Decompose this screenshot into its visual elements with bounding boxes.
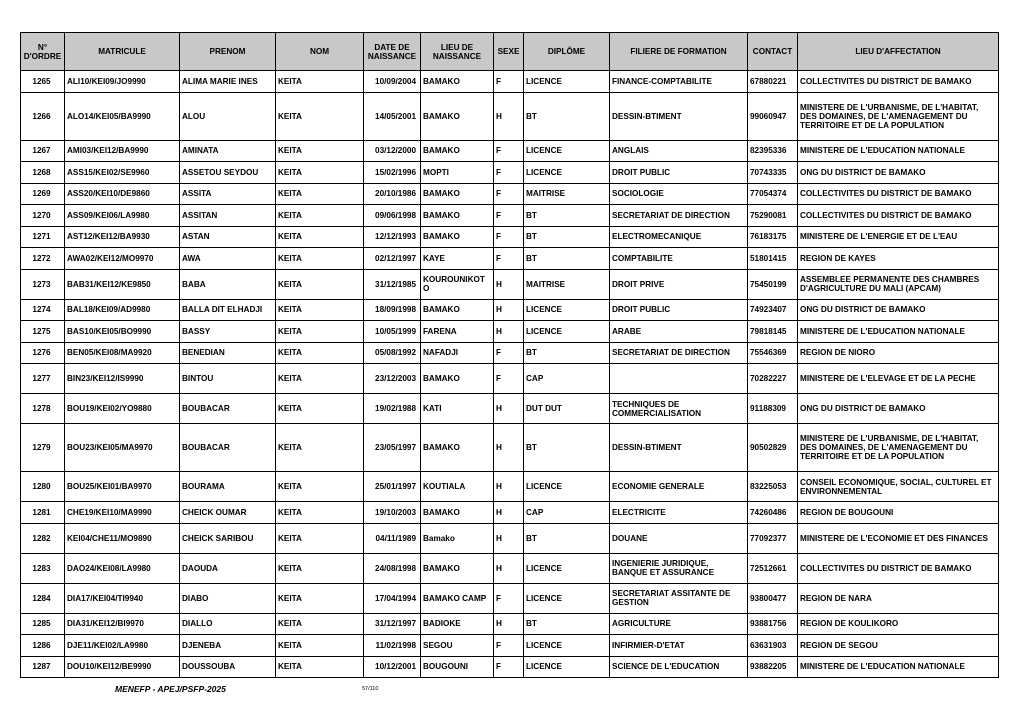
cell-diplome: BT: [524, 226, 610, 248]
cell-contact: 75450199: [748, 269, 798, 299]
affectation-table: [20, 32, 999, 678]
cell-ordre: 1270: [21, 205, 65, 227]
cell-affectation: ASSEMBLEE PERMANENTE DES CHAMBRES D'AGRICULTURE DU MALI (APCAM): [798, 269, 999, 299]
table-row: [21, 299, 999, 321]
table-row: [21, 635, 999, 657]
cell-nom: KEITA: [276, 92, 364, 140]
cell-sexe: H: [494, 92, 524, 140]
cell-ordre: 1278: [21, 394, 65, 424]
cell-prenom: BOUBACAR: [180, 424, 276, 472]
cell-filiere: AGRICULTURE: [610, 613, 748, 635]
cell-prenom: ASSITAN: [180, 205, 276, 227]
cell-ordre: 1282: [21, 523, 65, 553]
table-row: [21, 248, 999, 270]
cell-diplome: BT: [524, 248, 610, 270]
header-sexe: SEXE: [494, 33, 524, 71]
cell-date-naissance: 14/05/2001: [364, 92, 421, 140]
cell-ordre: 1285: [21, 613, 65, 635]
cell-contact: 67880221: [748, 71, 798, 93]
table-row: [21, 269, 999, 299]
cell-affectation: REGION DE KOULIKORO: [798, 613, 999, 635]
cell-lieu-naissance: MOPTI: [421, 162, 494, 184]
cell-matricule: AWA02/KEI12/MO9970: [65, 248, 180, 270]
cell-contact: 93882205: [748, 656, 798, 678]
cell-date-naissance: 24/08/1998: [364, 553, 421, 583]
cell-sexe: F: [494, 71, 524, 93]
cell-lieu-naissance: Bamako: [421, 523, 494, 553]
cell-matricule: ASS15/KEI02/SE9960: [65, 162, 180, 184]
cell-affectation: REGION DE SEGOU: [798, 635, 999, 657]
cell-diplome: LICENCE: [524, 162, 610, 184]
cell-contact: 76183175: [748, 226, 798, 248]
cell-filiere: DOUANE: [610, 523, 748, 553]
cell-date-naissance: 04/11/1989: [364, 523, 421, 553]
cell-nom: KEITA: [276, 71, 364, 93]
cell-diplome: LICENCE: [524, 321, 610, 343]
cell-diplome: LICENCE: [524, 472, 610, 502]
cell-sexe: H: [494, 523, 524, 553]
cell-prenom: DOUSSOUBA: [180, 656, 276, 678]
cell-ordre: 1279: [21, 424, 65, 472]
cell-matricule: ALI10/KEI09/JO9990: [65, 71, 180, 93]
cell-matricule: DOU10/KEI12/BE9990: [65, 656, 180, 678]
cell-sexe: H: [494, 394, 524, 424]
cell-ordre: 1272: [21, 248, 65, 270]
table-row: [21, 553, 999, 583]
cell-prenom: DIABO: [180, 583, 276, 613]
cell-affectation: CONSEIL ECONOMIQUE, SOCIAL, CULTUREL ET ENVIRONNEMENTAL: [798, 472, 999, 502]
cell-contact: 90502829: [748, 424, 798, 472]
cell-nom: KEITA: [276, 162, 364, 184]
cell-lieu-naissance: KATI: [421, 394, 494, 424]
cell-filiere: ANGLAIS: [610, 140, 748, 162]
cell-date-naissance: 23/12/2003: [364, 364, 421, 394]
cell-filiere: ECONOMIE GENERALE: [610, 472, 748, 502]
cell-matricule: AMI03/KEI12/BA9990: [65, 140, 180, 162]
cell-ordre: 1283: [21, 553, 65, 583]
cell-lieu-naissance: BAMAKO: [421, 502, 494, 524]
table-row: [21, 424, 999, 472]
page-number: 57/110: [362, 686, 379, 692]
header-diplome: DIPLÔME: [524, 33, 610, 71]
cell-nom: KEITA: [276, 394, 364, 424]
header-prenom: PRENOM: [180, 33, 276, 71]
cell-sexe: H: [494, 299, 524, 321]
cell-ordre: 1275: [21, 321, 65, 343]
header-ordre: N° D'ORDRE: [21, 33, 65, 71]
cell-diplome: LICENCE: [524, 553, 610, 583]
cell-filiere: DESSIN-BTIMENT: [610, 92, 748, 140]
cell-filiere: SECRETARIAT ASSITANTE DE GESTION: [610, 583, 748, 613]
header-filiere: FILIERE DE FORMATION: [610, 33, 748, 71]
cell-contact: 83225053: [748, 472, 798, 502]
cell-matricule: ASS09/KEI06/LA9980: [65, 205, 180, 227]
cell-filiere: ELECTRICITE: [610, 502, 748, 524]
cell-prenom: BENEDIAN: [180, 342, 276, 364]
cell-prenom: ALOU: [180, 92, 276, 140]
cell-affectation: COLLECTIVITES DU DISTRICT DE BAMAKO: [798, 183, 999, 205]
cell-matricule: BAS10/KEI05/BO9990: [65, 321, 180, 343]
cell-prenom: BABA: [180, 269, 276, 299]
cell-nom: KEITA: [276, 424, 364, 472]
cell-filiere: INFIRMIER-D'ETAT: [610, 635, 748, 657]
cell-affectation: ONG DU DISTRICT DE BAMAKO: [798, 394, 999, 424]
cell-ordre: 1266: [21, 92, 65, 140]
cell-filiere: DROIT PUBLIC: [610, 299, 748, 321]
cell-contact: 93881756: [748, 613, 798, 635]
cell-lieu-naissance: BAMAKO: [421, 140, 494, 162]
cell-nom: KEITA: [276, 183, 364, 205]
cell-lieu-naissance: BADIOKE: [421, 613, 494, 635]
cell-diplome: LICENCE: [524, 656, 610, 678]
cell-date-naissance: 23/05/1997: [364, 424, 421, 472]
cell-nom: KEITA: [276, 472, 364, 502]
cell-filiere: TECHNIQUES DE COMMERCIALISATION: [610, 394, 748, 424]
cell-lieu-naissance: FARENA: [421, 321, 494, 343]
table-row: [21, 613, 999, 635]
cell-nom: KEITA: [276, 635, 364, 657]
cell-lieu-naissance: BAMAKO CAMP: [421, 583, 494, 613]
table-body: [21, 71, 999, 678]
cell-lieu-naissance: BAMAKO: [421, 364, 494, 394]
cell-affectation: MINISTERE DE L'ELEVAGE ET DE LA PECHE: [798, 364, 999, 394]
cell-sexe: F: [494, 583, 524, 613]
cell-sexe: H: [494, 321, 524, 343]
cell-diplome: BT: [524, 523, 610, 553]
cell-nom: KEITA: [276, 553, 364, 583]
cell-filiere: INGENIERIE JURIDIQUE, BANQUE ET ASSURANCE: [610, 553, 748, 583]
cell-diplome: LICENCE: [524, 299, 610, 321]
cell-affectation: COLLECTIVITES DU DISTRICT DE BAMAKO: [798, 553, 999, 583]
cell-date-naissance: 11/02/1998: [364, 635, 421, 657]
table-row: [21, 583, 999, 613]
cell-filiere: DROIT PUBLIC: [610, 162, 748, 184]
cell-affectation: REGION DE BOUGOUNI: [798, 502, 999, 524]
cell-prenom: BINTOU: [180, 364, 276, 394]
header-date-naissance: DATE DE NAISSANCE: [364, 33, 421, 71]
cell-date-naissance: 12/12/1993: [364, 226, 421, 248]
cell-prenom: CHEICK SARIBOU: [180, 523, 276, 553]
header-nom: NOM: [276, 33, 364, 71]
cell-filiere: [610, 364, 748, 394]
header-affectation: LIEU D'AFFECTATION: [798, 33, 999, 71]
table-row: [21, 342, 999, 364]
cell-prenom: BASSY: [180, 321, 276, 343]
cell-ordre: 1284: [21, 583, 65, 613]
cell-lieu-naissance: BAMAKO: [421, 205, 494, 227]
cell-ordre: 1280: [21, 472, 65, 502]
cell-diplome: CAP: [524, 364, 610, 394]
cell-contact: 72512661: [748, 553, 798, 583]
footer-reference: MENEFP - APEJ/PSFP-2025: [115, 684, 226, 694]
cell-nom: KEITA: [276, 342, 364, 364]
cell-lieu-naissance: BAMAKO: [421, 226, 494, 248]
cell-matricule: ASS20/KEI10/DE9860: [65, 183, 180, 205]
cell-prenom: CHEICK OUMAR: [180, 502, 276, 524]
table-row: [21, 321, 999, 343]
cell-matricule: ALO14/KEI05/BA9990: [65, 92, 180, 140]
cell-sexe: H: [494, 269, 524, 299]
cell-lieu-naissance: BAMAKO: [421, 71, 494, 93]
table-row: [21, 205, 999, 227]
cell-sexe: F: [494, 656, 524, 678]
cell-diplome: BT: [524, 342, 610, 364]
cell-nom: KEITA: [276, 613, 364, 635]
cell-date-naissance: 05/08/1992: [364, 342, 421, 364]
cell-contact: 51801415: [748, 248, 798, 270]
cell-nom: KEITA: [276, 523, 364, 553]
header-lieu-naissance: LIEU DE NAISSANCE: [421, 33, 494, 71]
cell-sexe: F: [494, 248, 524, 270]
cell-lieu-naissance: KOUTIALA: [421, 472, 494, 502]
cell-matricule: DIA17/KEI04/TI9940: [65, 583, 180, 613]
cell-sexe: F: [494, 226, 524, 248]
cell-prenom: BOUBACAR: [180, 394, 276, 424]
cell-filiere: SECRETARIAT DE DIRECTION: [610, 342, 748, 364]
cell-date-naissance: 19/02/1988: [364, 394, 421, 424]
cell-date-naissance: 10/05/1999: [364, 321, 421, 343]
cell-lieu-naissance: BAMAKO: [421, 553, 494, 583]
cell-affectation: MINISTERE DE L'ENERGIE ET DE L'EAU: [798, 226, 999, 248]
cell-matricule: DAO24/KEI08/LA9980: [65, 553, 180, 583]
cell-date-naissance: 19/10/2003: [364, 502, 421, 524]
cell-contact: 74923407: [748, 299, 798, 321]
cell-contact: 99060947: [748, 92, 798, 140]
cell-nom: KEITA: [276, 583, 364, 613]
cell-contact: 77054374: [748, 183, 798, 205]
cell-lieu-naissance: BAMAKO: [421, 299, 494, 321]
cell-prenom: BALLA DIT ELHADJI: [180, 299, 276, 321]
cell-matricule: DIA31/KEI12/BI9970: [65, 613, 180, 635]
cell-contact: 74260486: [748, 502, 798, 524]
cell-nom: KEITA: [276, 656, 364, 678]
cell-diplome: LICENCE: [524, 71, 610, 93]
cell-nom: KEITA: [276, 226, 364, 248]
cell-matricule: KEI04/CHE11/MO9890: [65, 523, 180, 553]
cell-sexe: F: [494, 635, 524, 657]
cell-matricule: BOU19/KEI02/YO9880: [65, 394, 180, 424]
cell-contact: 91188309: [748, 394, 798, 424]
cell-nom: KEITA: [276, 140, 364, 162]
cell-contact: 77092377: [748, 523, 798, 553]
cell-date-naissance: 25/01/1997: [364, 472, 421, 502]
cell-sexe: F: [494, 162, 524, 184]
cell-filiere: SCIENCE DE L'EDUCATION: [610, 656, 748, 678]
cell-prenom: ASSITA: [180, 183, 276, 205]
cell-date-naissance: 02/12/1997: [364, 248, 421, 270]
cell-affectation: MINISTERE DE L'EDUCATION NATIONALE: [798, 140, 999, 162]
cell-nom: KEITA: [276, 205, 364, 227]
cell-nom: KEITA: [276, 502, 364, 524]
cell-affectation: COLLECTIVITES DU DISTRICT DE BAMAKO: [798, 71, 999, 93]
results-sheet: [20, 32, 998, 678]
cell-affectation: MINISTERE DE L'URBANISME, DE L'HABITAT, DES DOMAINES, DE L'AMENAGEMENT DU TERRITOIRE ET DE LA POPULATION: [798, 424, 999, 472]
table-row: [21, 183, 999, 205]
cell-affectation: MINISTERE DE L'EDUCATION NATIONALE: [798, 656, 999, 678]
cell-filiere: COMPTABILITE: [610, 248, 748, 270]
cell-diplome: BT: [524, 613, 610, 635]
cell-sexe: H: [494, 424, 524, 472]
cell-affectation: ONG DU DISTRICT DE BAMAKO: [798, 299, 999, 321]
cell-lieu-naissance: KOUROUNIKOT O: [421, 269, 494, 299]
cell-diplome: BT: [524, 92, 610, 140]
cell-ordre: 1271: [21, 226, 65, 248]
cell-nom: KEITA: [276, 321, 364, 343]
cell-matricule: BEN05/KEI08/MA9920: [65, 342, 180, 364]
table-row: [21, 364, 999, 394]
cell-contact: 75290081: [748, 205, 798, 227]
table-row: [21, 523, 999, 553]
cell-contact: 82395336: [748, 140, 798, 162]
cell-contact: 70282227: [748, 364, 798, 394]
cell-affectation: REGION DE NARA: [798, 583, 999, 613]
cell-prenom: BOURAMA: [180, 472, 276, 502]
cell-sexe: F: [494, 205, 524, 227]
cell-ordre: 1286: [21, 635, 65, 657]
table-row: [21, 502, 999, 524]
cell-affectation: MINISTERE DE L'EDUCATION NATIONALE: [798, 321, 999, 343]
cell-filiere: FINANCE-COMPTABILITE: [610, 71, 748, 93]
table-row: [21, 71, 999, 93]
cell-date-naissance: 31/12/1985: [364, 269, 421, 299]
cell-filiere: SECRETARIAT DE DIRECTION: [610, 205, 748, 227]
cell-diplome: DUT DUT: [524, 394, 610, 424]
cell-prenom: AMINATA: [180, 140, 276, 162]
cell-diplome: LICENCE: [524, 583, 610, 613]
cell-affectation: ONG DU DISTRICT DE BAMAKO: [798, 162, 999, 184]
cell-diplome: MAITRISE: [524, 269, 610, 299]
cell-date-naissance: 09/06/1998: [364, 205, 421, 227]
cell-matricule: BOU23/KEI05/MA9970: [65, 424, 180, 472]
cell-contact: 63631903: [748, 635, 798, 657]
cell-date-naissance: 17/04/1994: [364, 583, 421, 613]
cell-sexe: H: [494, 472, 524, 502]
cell-contact: 75546369: [748, 342, 798, 364]
cell-nom: KEITA: [276, 299, 364, 321]
header-matricule: MATRICULE: [65, 33, 180, 71]
table-row: [21, 92, 999, 140]
cell-diplome: BT: [524, 424, 610, 472]
table-row: [21, 140, 999, 162]
cell-matricule: BAL18/KEI09/AD9980: [65, 299, 180, 321]
cell-prenom: ALIMA MARIE INES: [180, 71, 276, 93]
cell-diplome: LICENCE: [524, 140, 610, 162]
cell-affectation: MINISTERE DE L'URBANISME, DE L'HABITAT, DES DOMAINES, DE L'AMENAGEMENT DU TERRITOIRE ET DE LA POPULATION: [798, 92, 999, 140]
cell-sexe: F: [494, 140, 524, 162]
cell-ordre: 1268: [21, 162, 65, 184]
cell-diplome: CAP: [524, 502, 610, 524]
cell-prenom: AWA: [180, 248, 276, 270]
cell-lieu-naissance: BAMAKO: [421, 92, 494, 140]
table-header-row: [21, 33, 999, 71]
cell-prenom: DJENEBA: [180, 635, 276, 657]
cell-contact: 93800477: [748, 583, 798, 613]
cell-lieu-naissance: SEGOU: [421, 635, 494, 657]
cell-date-naissance: 10/09/2004: [364, 71, 421, 93]
header-contact: CONTACT: [748, 33, 798, 71]
cell-diplome: BT: [524, 205, 610, 227]
cell-ordre: 1276: [21, 342, 65, 364]
cell-lieu-naissance: BAMAKO: [421, 424, 494, 472]
cell-matricule: BIN23/KEI12/IS9990: [65, 364, 180, 394]
cell-date-naissance: 03/12/2000: [364, 140, 421, 162]
cell-matricule: BOU25/KEI01/BA9970: [65, 472, 180, 502]
cell-affectation: REGION DE KAYES: [798, 248, 999, 270]
cell-matricule: BAB31/KEI12/KE9850: [65, 269, 180, 299]
cell-date-naissance: 10/12/2001: [364, 656, 421, 678]
cell-date-naissance: 18/09/1998: [364, 299, 421, 321]
cell-lieu-naissance: NAFADJI: [421, 342, 494, 364]
table-row: [21, 472, 999, 502]
cell-filiere: SOCIOLOGIE: [610, 183, 748, 205]
cell-ordre: 1277: [21, 364, 65, 394]
cell-affectation: COLLECTIVITES DU DISTRICT DE BAMAKO: [798, 205, 999, 227]
table-row: [21, 394, 999, 424]
cell-ordre: 1273: [21, 269, 65, 299]
cell-affectation: REGION DE NIORO: [798, 342, 999, 364]
cell-ordre: 1287: [21, 656, 65, 678]
cell-contact: 70743335: [748, 162, 798, 184]
cell-ordre: 1269: [21, 183, 65, 205]
cell-sexe: F: [494, 342, 524, 364]
cell-matricule: AST12/KEI12/BA9930: [65, 226, 180, 248]
cell-ordre: 1274: [21, 299, 65, 321]
cell-lieu-naissance: BAMAKO: [421, 183, 494, 205]
cell-ordre: 1265: [21, 71, 65, 93]
cell-prenom: ASSETOU SEYDOU: [180, 162, 276, 184]
cell-sexe: H: [494, 502, 524, 524]
cell-prenom: DIALLO: [180, 613, 276, 635]
cell-affectation: MINISTERE DE L'ECONOMIE ET DES FINANCES: [798, 523, 999, 553]
table-row: [21, 226, 999, 248]
table-row: [21, 162, 999, 184]
cell-prenom: DAOUDA: [180, 553, 276, 583]
cell-filiere: DESSIN-BTIMENT: [610, 424, 748, 472]
cell-sexe: H: [494, 613, 524, 635]
cell-sexe: F: [494, 364, 524, 394]
cell-diplome: LICENCE: [524, 635, 610, 657]
cell-nom: KEITA: [276, 248, 364, 270]
cell-lieu-naissance: KAYE: [421, 248, 494, 270]
cell-prenom: ASTAN: [180, 226, 276, 248]
cell-filiere: ARABE: [610, 321, 748, 343]
cell-date-naissance: 31/12/1997: [364, 613, 421, 635]
cell-matricule: CHE19/KEI10/MA9990: [65, 502, 180, 524]
cell-ordre: 1281: [21, 502, 65, 524]
cell-diplome: MAITRISE: [524, 183, 610, 205]
cell-contact: 79818145: [748, 321, 798, 343]
cell-sexe: F: [494, 183, 524, 205]
cell-filiere: ELECTROMECANIQUE: [610, 226, 748, 248]
cell-sexe: H: [494, 553, 524, 583]
cell-nom: KEITA: [276, 364, 364, 394]
cell-date-naissance: 20/10/1986: [364, 183, 421, 205]
cell-ordre: 1267: [21, 140, 65, 162]
cell-nom: KEITA: [276, 269, 364, 299]
table-row: [21, 656, 999, 678]
cell-lieu-naissance: BOUGOUNI: [421, 656, 494, 678]
cell-matricule: DJE11/KEI02/LA9980: [65, 635, 180, 657]
cell-filiere: DROIT PRIVE: [610, 269, 748, 299]
cell-date-naissance: 15/02/1996: [364, 162, 421, 184]
